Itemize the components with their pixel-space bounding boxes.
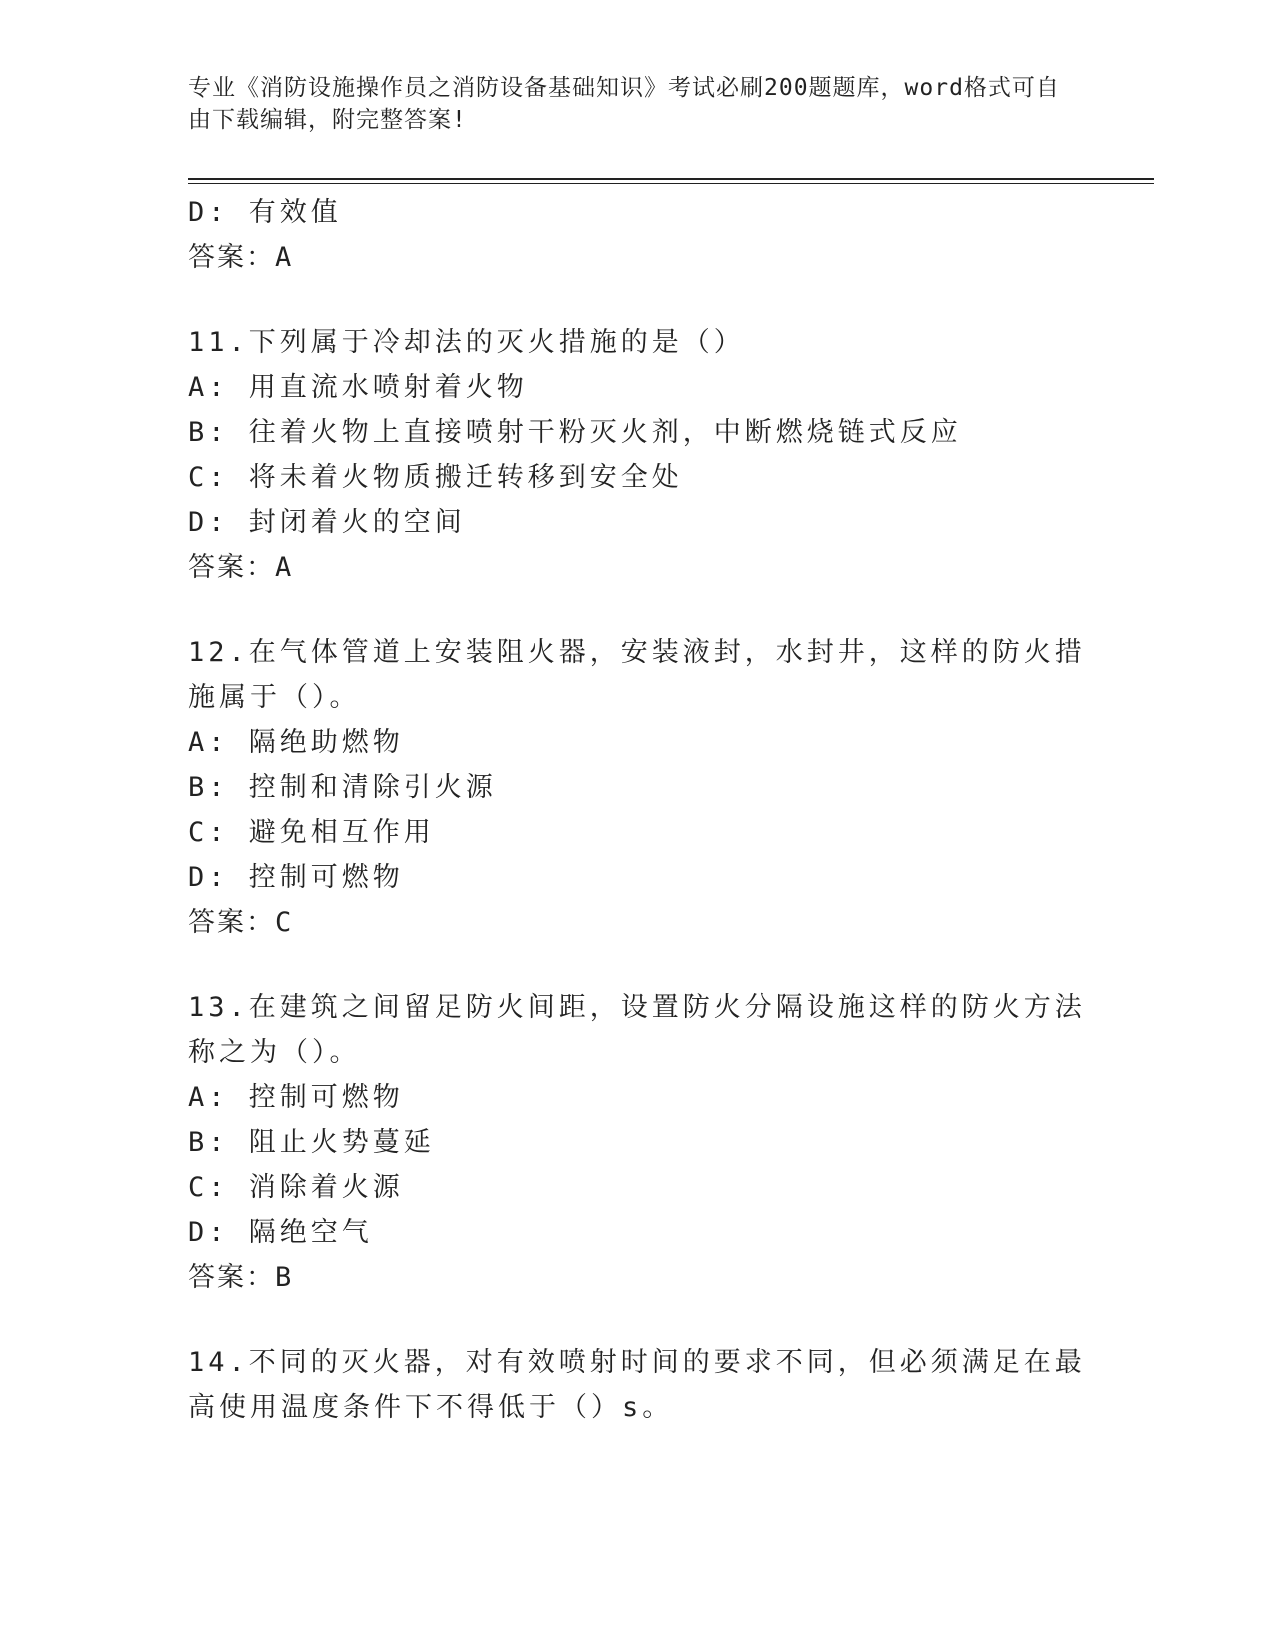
- option-b: B: 往着火物上直接喷射干粉灭火剂，中断燃烧链式反应: [188, 417, 962, 448]
- question-12: [188, 630, 1088, 945]
- header-rule-thin: [188, 183, 1154, 184]
- option-a: A: 隔绝助燃物: [188, 727, 404, 758]
- question-13: [188, 985, 1088, 1300]
- question-stem: 13.在建筑之间留足防火间距，设置防火分隔设施这样的防火方法称之为（）。: [188, 992, 1086, 1068]
- option-d: D: 有效值: [188, 197, 342, 228]
- option-b: B: 阻止火势蔓延: [188, 1127, 435, 1158]
- question-stem: 14.不同的灭火器，对有效喷射时间的要求不同，但必须满足在最高使用温度条件下不得低于（）s。: [188, 1347, 1086, 1423]
- option-a: A: 用直流水喷射着火物: [188, 372, 528, 403]
- option-c: C: 消除着火源: [188, 1172, 404, 1203]
- question-14: [188, 1340, 1088, 1430]
- answer: 答案：B: [188, 1262, 294, 1293]
- option-d: D: 控制可燃物: [188, 862, 404, 893]
- option-c: C: 将未着火物质搬迁转移到安全处: [188, 462, 683, 493]
- question-stem: 11.下列属于冷却法的灭火措施的是（）: [188, 327, 745, 358]
- answer: 答案：A: [188, 242, 294, 273]
- question-list: [188, 190, 1088, 1430]
- answer: 答案：C: [188, 907, 294, 938]
- option-b: B: 控制和清除引火源: [188, 772, 497, 803]
- question-stem: 12.在气体管道上安装阻火器，安装液封，水封井，这样的防火措施属于（）。: [188, 637, 1086, 713]
- option-d: D: 封闭着火的空间: [188, 507, 466, 538]
- answer: 答案：A: [188, 552, 294, 583]
- option-d: D: 隔绝空气: [188, 1217, 373, 1248]
- question-11: [188, 320, 1088, 590]
- option-c: C: 避免相互作用: [188, 817, 435, 848]
- header-rule-thick: [188, 178, 1154, 180]
- option-a: A: 控制可燃物: [188, 1082, 404, 1113]
- document-header: 专业《消防设施操作员之消防设备基础知识》考试必刷200题题库，word格式可自由下载编辑，附完整答案!: [188, 75, 1060, 133]
